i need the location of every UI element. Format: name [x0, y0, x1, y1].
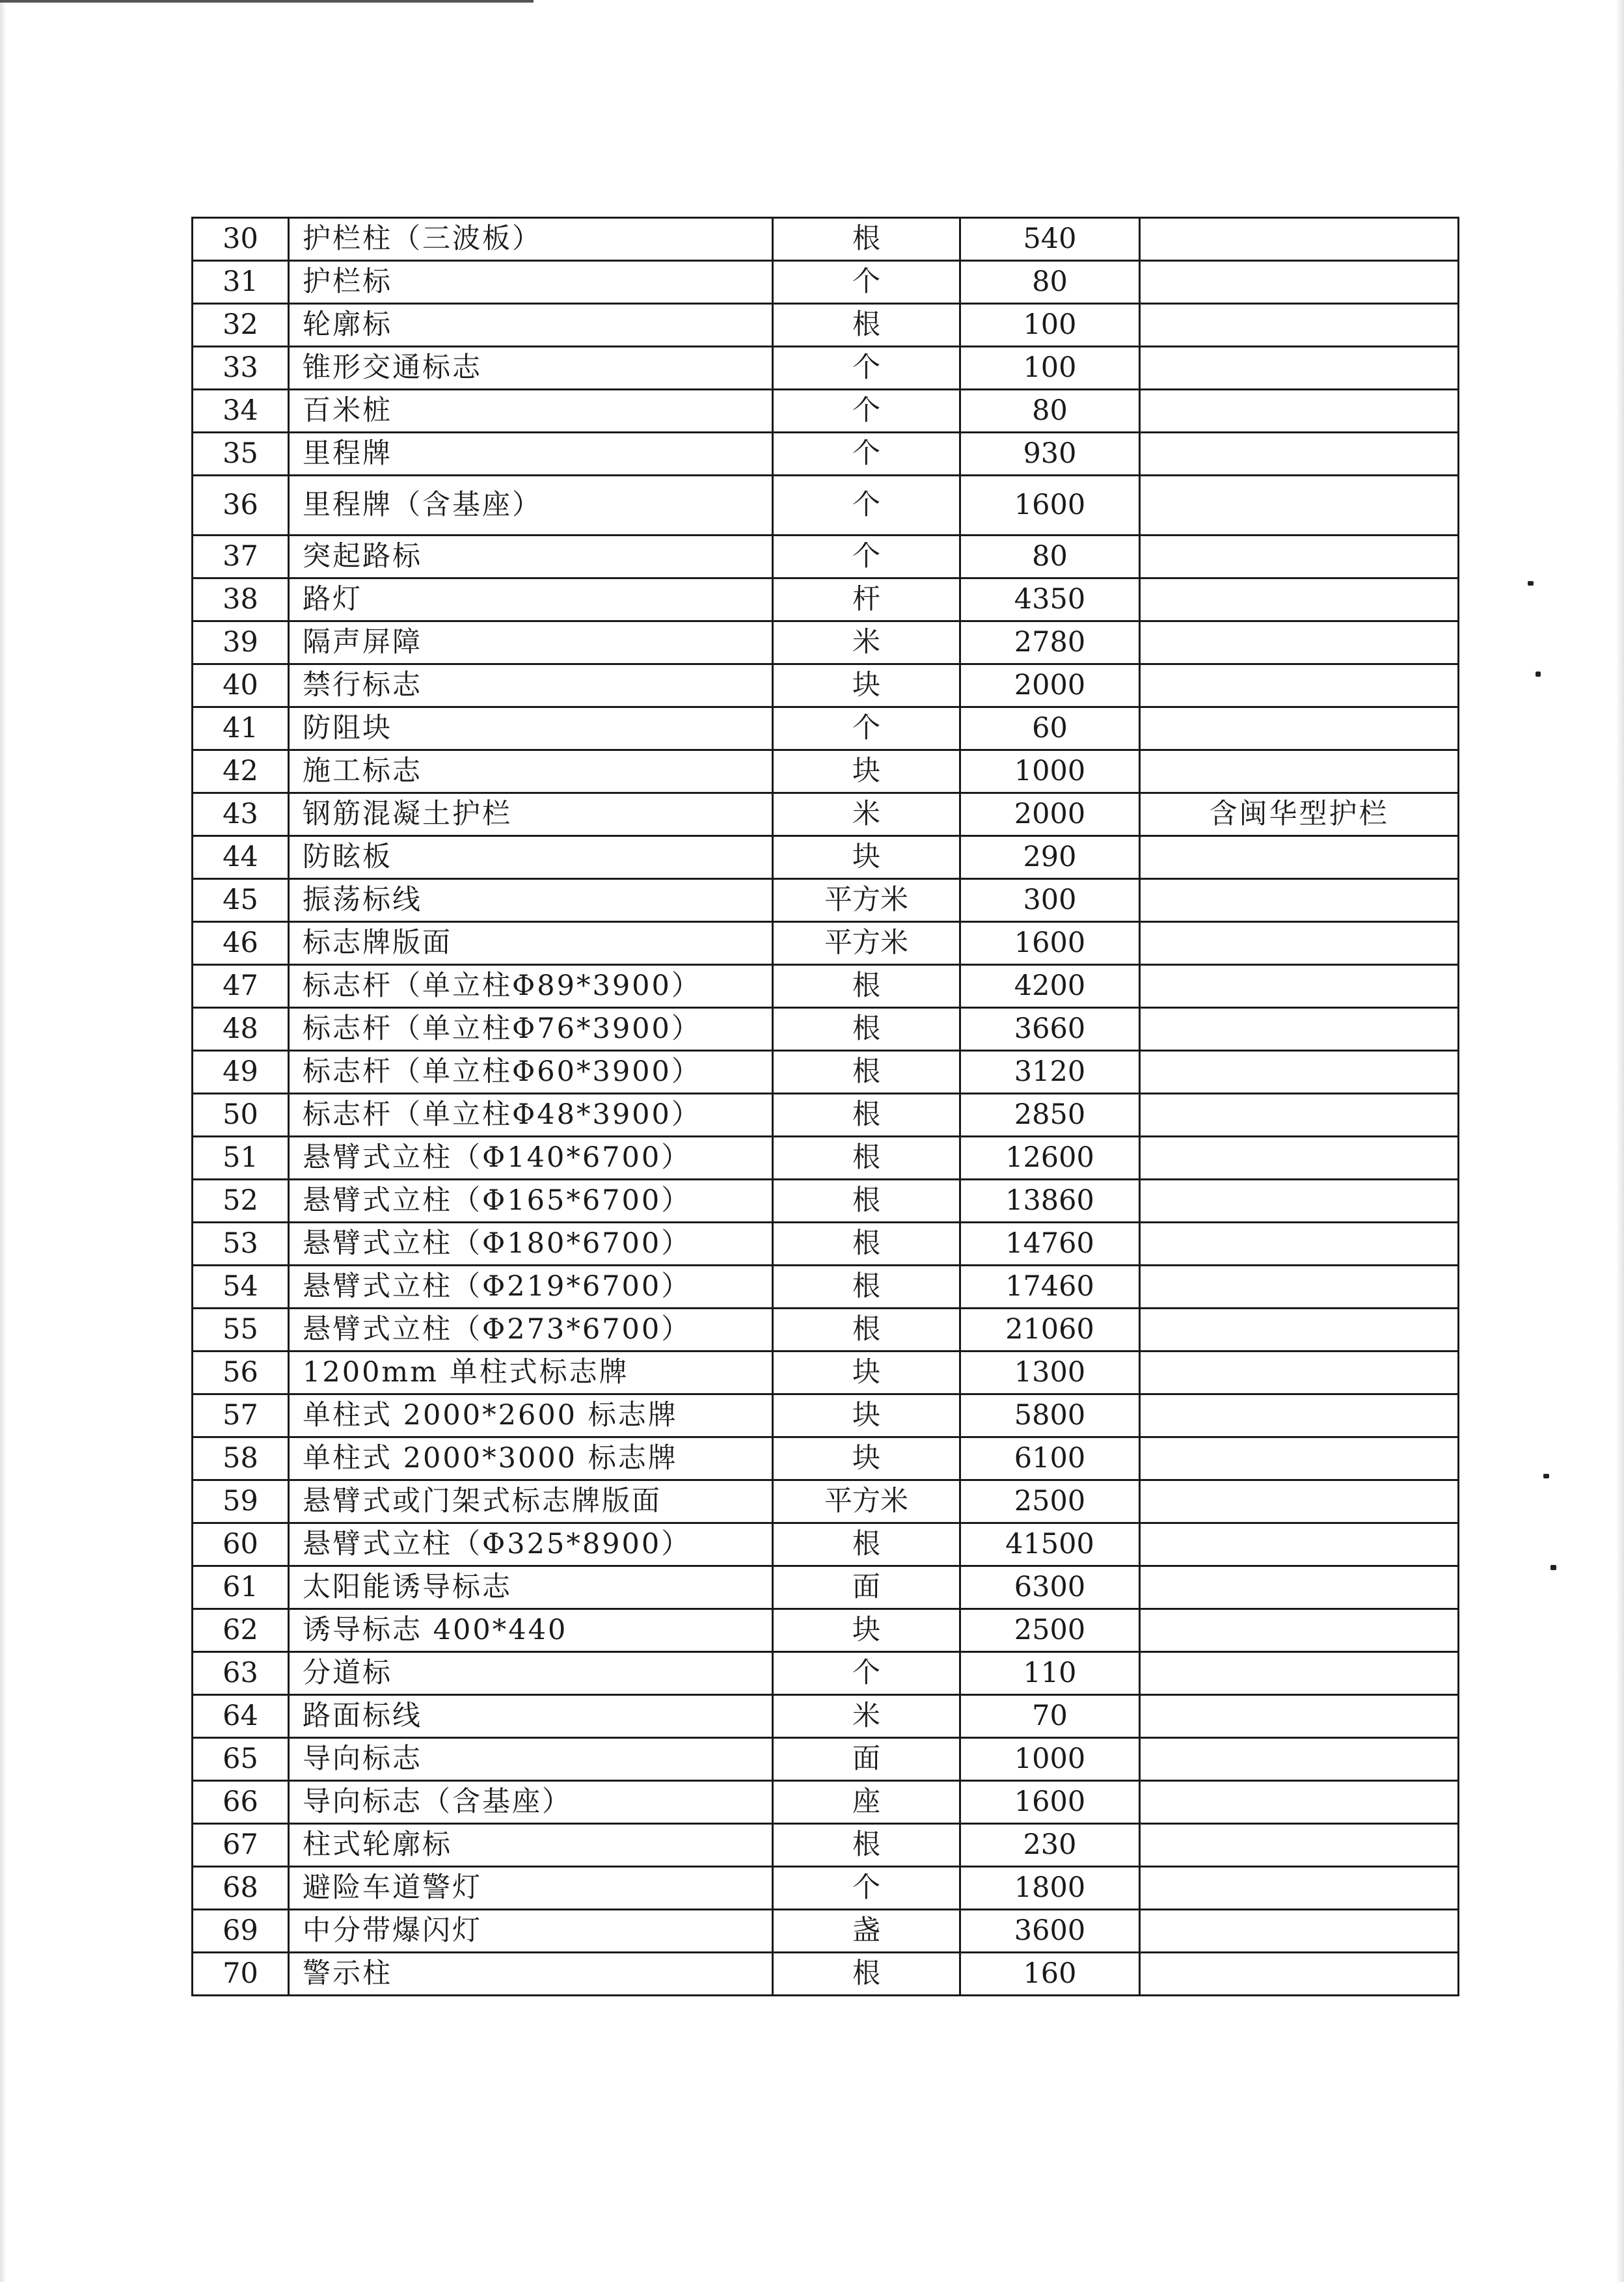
row-number: 67	[193, 1824, 289, 1867]
item-name: 振荡标线	[289, 879, 773, 922]
item-unit: 根	[773, 1008, 960, 1051]
scan-right-edge	[1616, 0, 1624, 2282]
item-note	[1140, 1695, 1459, 1738]
item-unit: 根	[773, 1137, 960, 1180]
item-unit: 块	[773, 1394, 960, 1437]
item-unit: 根	[773, 1051, 960, 1094]
row-number: 33	[193, 347, 289, 390]
row-number: 46	[193, 922, 289, 965]
row-number: 32	[193, 304, 289, 347]
table-row	[193, 879, 1459, 922]
item-note	[1140, 1824, 1459, 1867]
row-number: 70	[193, 1953, 289, 1996]
item-unit: 根	[773, 965, 960, 1008]
row-number: 48	[193, 1008, 289, 1051]
row-number: 39	[193, 621, 289, 664]
item-name: 轮廓标	[289, 304, 773, 347]
item-quantity: 4350	[960, 578, 1140, 621]
row-number: 45	[193, 879, 289, 922]
item-name: 中分带爆闪灯	[289, 1910, 773, 1953]
table-row	[193, 965, 1459, 1008]
table-row	[193, 1652, 1459, 1695]
table-row	[193, 750, 1459, 793]
item-name: 护栏标	[289, 261, 773, 304]
item-note	[1140, 261, 1459, 304]
item-unit: 面	[773, 1566, 960, 1609]
row-number: 58	[193, 1437, 289, 1480]
row-number: 37	[193, 536, 289, 578]
item-quantity: 70	[960, 1695, 1140, 1738]
item-quantity: 2850	[960, 1094, 1140, 1137]
item-note	[1140, 1781, 1459, 1824]
item-name: 钢筋混凝土护栏	[289, 793, 773, 836]
item-unit: 个	[773, 390, 960, 433]
item-name: 里程牌	[289, 433, 773, 476]
item-note	[1140, 965, 1459, 1008]
row-number: 41	[193, 707, 289, 750]
item-unit: 根	[773, 1223, 960, 1266]
item-unit: 根	[773, 218, 960, 261]
table-row	[193, 1309, 1459, 1352]
item-note	[1140, 1352, 1459, 1394]
row-number: 65	[193, 1738, 289, 1781]
item-note	[1140, 1953, 1459, 1996]
item-name: 悬臂式立柱（Φ165*6700）	[289, 1180, 773, 1223]
item-note	[1140, 1910, 1459, 1953]
item-unit: 块	[773, 836, 960, 879]
row-number: 36	[193, 476, 289, 536]
item-note	[1140, 1437, 1459, 1480]
table-row	[193, 1266, 1459, 1309]
item-note	[1140, 1609, 1459, 1652]
item-quantity: 14760	[960, 1223, 1140, 1266]
item-unit: 个	[773, 347, 960, 390]
item-note	[1140, 1137, 1459, 1180]
table-row	[193, 1094, 1459, 1137]
item-note	[1140, 578, 1459, 621]
table-row	[193, 218, 1459, 261]
item-quantity: 540	[960, 218, 1140, 261]
item-quantity: 930	[960, 433, 1140, 476]
item-note	[1140, 879, 1459, 922]
item-quantity: 12600	[960, 1137, 1140, 1180]
item-name: 标志杆（单立柱Φ48*3900）	[289, 1094, 773, 1137]
table-row	[193, 390, 1459, 433]
scan-speck	[1528, 581, 1534, 586]
row-number: 38	[193, 578, 289, 621]
table-row	[193, 476, 1459, 536]
item-name: 标志牌版面	[289, 922, 773, 965]
table-row	[193, 1738, 1459, 1781]
row-number: 30	[193, 218, 289, 261]
item-quantity: 1600	[960, 476, 1140, 536]
item-note	[1140, 1051, 1459, 1094]
table-row	[193, 1609, 1459, 1652]
item-name: 单柱式 2000*2600 标志牌	[289, 1394, 773, 1437]
item-note	[1140, 750, 1459, 793]
item-note	[1140, 304, 1459, 347]
item-name: 标志杆（单立柱Φ89*3900）	[289, 965, 773, 1008]
item-name: 导向标志（含基座）	[289, 1781, 773, 1824]
item-name: 悬臂式或门架式标志牌版面	[289, 1480, 773, 1523]
item-quantity: 2780	[960, 621, 1140, 664]
item-note	[1140, 1094, 1459, 1137]
item-quantity: 1000	[960, 750, 1140, 793]
row-number: 55	[193, 1309, 289, 1352]
item-name: 柱式轮廓标	[289, 1824, 773, 1867]
table-row	[193, 578, 1459, 621]
item-note	[1140, 390, 1459, 433]
item-note	[1140, 1480, 1459, 1523]
row-number: 34	[193, 390, 289, 433]
row-number: 69	[193, 1910, 289, 1953]
item-name: 标志杆（单立柱Φ60*3900）	[289, 1051, 773, 1094]
scan-left-edge	[0, 0, 7, 2282]
table-row	[193, 1523, 1459, 1566]
item-quantity: 290	[960, 836, 1140, 879]
item-quantity: 80	[960, 536, 1140, 578]
row-number: 52	[193, 1180, 289, 1223]
table-row	[193, 1352, 1459, 1394]
item-unit: 个	[773, 536, 960, 578]
item-unit: 根	[773, 1266, 960, 1309]
row-number: 61	[193, 1566, 289, 1609]
row-number: 40	[193, 664, 289, 707]
item-unit: 个	[773, 261, 960, 304]
row-number: 62	[193, 1609, 289, 1652]
table-row	[193, 1824, 1459, 1867]
item-quantity: 13860	[960, 1180, 1140, 1223]
item-unit: 根	[773, 1309, 960, 1352]
row-number: 56	[193, 1352, 289, 1394]
item-unit: 个	[773, 476, 960, 536]
item-unit: 根	[773, 304, 960, 347]
item-quantity: 80	[960, 261, 1140, 304]
item-unit: 块	[773, 1609, 960, 1652]
item-unit: 根	[773, 1094, 960, 1137]
item-name: 路面标线	[289, 1695, 773, 1738]
item-name: 太阳能诱导标志	[289, 1566, 773, 1609]
item-unit: 米	[773, 621, 960, 664]
item-name: 隔声屏障	[289, 621, 773, 664]
item-quantity: 230	[960, 1824, 1140, 1867]
item-unit: 根	[773, 1180, 960, 1223]
item-note	[1140, 1180, 1459, 1223]
table-row	[193, 793, 1459, 836]
item-note	[1140, 218, 1459, 261]
row-number: 44	[193, 836, 289, 879]
table-row	[193, 707, 1459, 750]
row-number: 43	[193, 793, 289, 836]
item-name: 诱导标志 400*440	[289, 1609, 773, 1652]
item-quantity: 3660	[960, 1008, 1140, 1051]
item-unit: 块	[773, 1352, 960, 1394]
row-number: 47	[193, 965, 289, 1008]
table-row	[193, 664, 1459, 707]
item-quantity: 110	[960, 1652, 1140, 1695]
row-number: 35	[193, 433, 289, 476]
item-note	[1140, 1652, 1459, 1695]
item-quantity: 100	[960, 304, 1140, 347]
table-row	[193, 536, 1459, 578]
item-quantity: 100	[960, 347, 1140, 390]
row-number: 31	[193, 261, 289, 304]
item-name: 警示柱	[289, 1953, 773, 1996]
item-name: 突起路标	[289, 536, 773, 578]
item-unit: 平方米	[773, 879, 960, 922]
scan-top-line	[0, 0, 534, 3]
item-note	[1140, 1266, 1459, 1309]
item-quantity: 1800	[960, 1867, 1140, 1910]
item-name: 防阻块	[289, 707, 773, 750]
item-quantity: 2500	[960, 1609, 1140, 1652]
item-note	[1140, 1008, 1459, 1051]
table-row	[193, 1695, 1459, 1738]
item-quantity: 6100	[960, 1437, 1140, 1480]
table-row	[193, 836, 1459, 879]
item-note	[1140, 433, 1459, 476]
row-number: 59	[193, 1480, 289, 1523]
item-name: 护栏柱（三波板）	[289, 218, 773, 261]
table-row	[193, 1051, 1459, 1094]
item-unit: 根	[773, 1523, 960, 1566]
item-name: 悬臂式立柱（Φ180*6700）	[289, 1223, 773, 1266]
item-unit: 米	[773, 793, 960, 836]
item-quantity: 3600	[960, 1910, 1140, 1953]
item-note	[1140, 1394, 1459, 1437]
item-name: 分道标	[289, 1652, 773, 1695]
item-note	[1140, 1223, 1459, 1266]
item-note	[1140, 1566, 1459, 1609]
item-quantity: 2500	[960, 1480, 1140, 1523]
item-name: 里程牌（含基座）	[289, 476, 773, 536]
item-quantity: 160	[960, 1953, 1140, 1996]
item-quantity: 17460	[960, 1266, 1140, 1309]
item-unit: 座	[773, 1781, 960, 1824]
item-quantity: 2000	[960, 664, 1140, 707]
row-number: 51	[193, 1137, 289, 1180]
item-table-body	[193, 218, 1459, 1996]
item-name: 避险车道警灯	[289, 1867, 773, 1910]
table-row	[193, 1480, 1459, 1523]
item-name: 单柱式 2000*3000 标志牌	[289, 1437, 773, 1480]
item-unit: 根	[773, 1953, 960, 1996]
item-note	[1140, 347, 1459, 390]
item-name: 路灯	[289, 578, 773, 621]
item-note	[1140, 621, 1459, 664]
item-quantity: 300	[960, 879, 1140, 922]
table-row	[193, 1781, 1459, 1824]
item-name: 1200mm 单柱式标志牌	[289, 1352, 773, 1394]
table-row	[193, 1437, 1459, 1480]
item-name: 悬臂式立柱（Φ140*6700）	[289, 1137, 773, 1180]
table-row	[193, 1867, 1459, 1910]
item-unit: 个	[773, 1652, 960, 1695]
item-unit: 根	[773, 1824, 960, 1867]
item-name: 防眩板	[289, 836, 773, 879]
table-row	[193, 1910, 1459, 1953]
item-quantity: 6300	[960, 1566, 1140, 1609]
row-number: 60	[193, 1523, 289, 1566]
item-name: 悬臂式立柱（Φ273*6700）	[289, 1309, 773, 1352]
item-name: 锥形交通标志	[289, 347, 773, 390]
table-row	[193, 922, 1459, 965]
item-unit: 平方米	[773, 922, 960, 965]
item-name: 施工标志	[289, 750, 773, 793]
item-note	[1140, 1523, 1459, 1566]
table-row	[193, 304, 1459, 347]
item-note	[1140, 536, 1459, 578]
table-row	[193, 1394, 1459, 1437]
item-quantity: 60	[960, 707, 1140, 750]
row-number: 50	[193, 1094, 289, 1137]
row-number: 53	[193, 1223, 289, 1266]
item-unit: 个	[773, 1867, 960, 1910]
table-row	[193, 1137, 1459, 1180]
table-row	[193, 1180, 1459, 1223]
item-quantity: 1600	[960, 1781, 1140, 1824]
table-row	[193, 433, 1459, 476]
item-unit: 块	[773, 750, 960, 793]
item-note	[1140, 1738, 1459, 1781]
table-row	[193, 1008, 1459, 1051]
item-unit: 米	[773, 1695, 960, 1738]
item-quantity: 1000	[960, 1738, 1140, 1781]
item-unit: 块	[773, 664, 960, 707]
item-quantity: 2000	[960, 793, 1140, 836]
item-unit: 盏	[773, 1910, 960, 1953]
item-name: 禁行标志	[289, 664, 773, 707]
item-note	[1140, 707, 1459, 750]
scan-speck	[1550, 1565, 1556, 1570]
item-note: 含闽华型护栏	[1140, 793, 1459, 836]
item-note	[1140, 476, 1459, 536]
item-note	[1140, 922, 1459, 965]
row-number: 63	[193, 1652, 289, 1695]
item-note	[1140, 1309, 1459, 1352]
item-quantity: 21060	[960, 1309, 1140, 1352]
item-name: 悬臂式立柱（Φ219*6700）	[289, 1266, 773, 1309]
item-quantity: 4200	[960, 965, 1140, 1008]
item-unit: 杆	[773, 578, 960, 621]
item-quantity: 41500	[960, 1523, 1140, 1566]
table-row	[193, 261, 1459, 304]
item-unit: 平方米	[773, 1480, 960, 1523]
item-table	[191, 217, 1459, 1996]
table-row	[193, 1953, 1459, 1996]
item-unit: 个	[773, 707, 960, 750]
row-number: 64	[193, 1695, 289, 1738]
item-name: 导向标志	[289, 1738, 773, 1781]
item-quantity: 1300	[960, 1352, 1140, 1394]
item-note	[1140, 1867, 1459, 1910]
scan-speck	[1543, 1474, 1549, 1478]
item-unit: 块	[773, 1437, 960, 1480]
row-number: 42	[193, 750, 289, 793]
row-number: 57	[193, 1394, 289, 1437]
item-unit: 个	[773, 433, 960, 476]
table-row	[193, 1566, 1459, 1609]
item-note	[1140, 836, 1459, 879]
item-name: 标志杆（单立柱Φ76*3900）	[289, 1008, 773, 1051]
scan-speck	[1536, 672, 1541, 677]
table-row	[193, 347, 1459, 390]
item-name: 悬臂式立柱（Φ325*8900）	[289, 1523, 773, 1566]
item-unit: 面	[773, 1738, 960, 1781]
row-number: 54	[193, 1266, 289, 1309]
item-note	[1140, 664, 1459, 707]
row-number: 49	[193, 1051, 289, 1094]
item-quantity: 1600	[960, 922, 1140, 965]
row-number: 66	[193, 1781, 289, 1824]
row-number: 68	[193, 1867, 289, 1910]
table-row	[193, 621, 1459, 664]
item-quantity: 5800	[960, 1394, 1140, 1437]
item-quantity: 80	[960, 390, 1140, 433]
item-name: 百米桩	[289, 390, 773, 433]
item-quantity: 3120	[960, 1051, 1140, 1094]
table-row	[193, 1223, 1459, 1266]
